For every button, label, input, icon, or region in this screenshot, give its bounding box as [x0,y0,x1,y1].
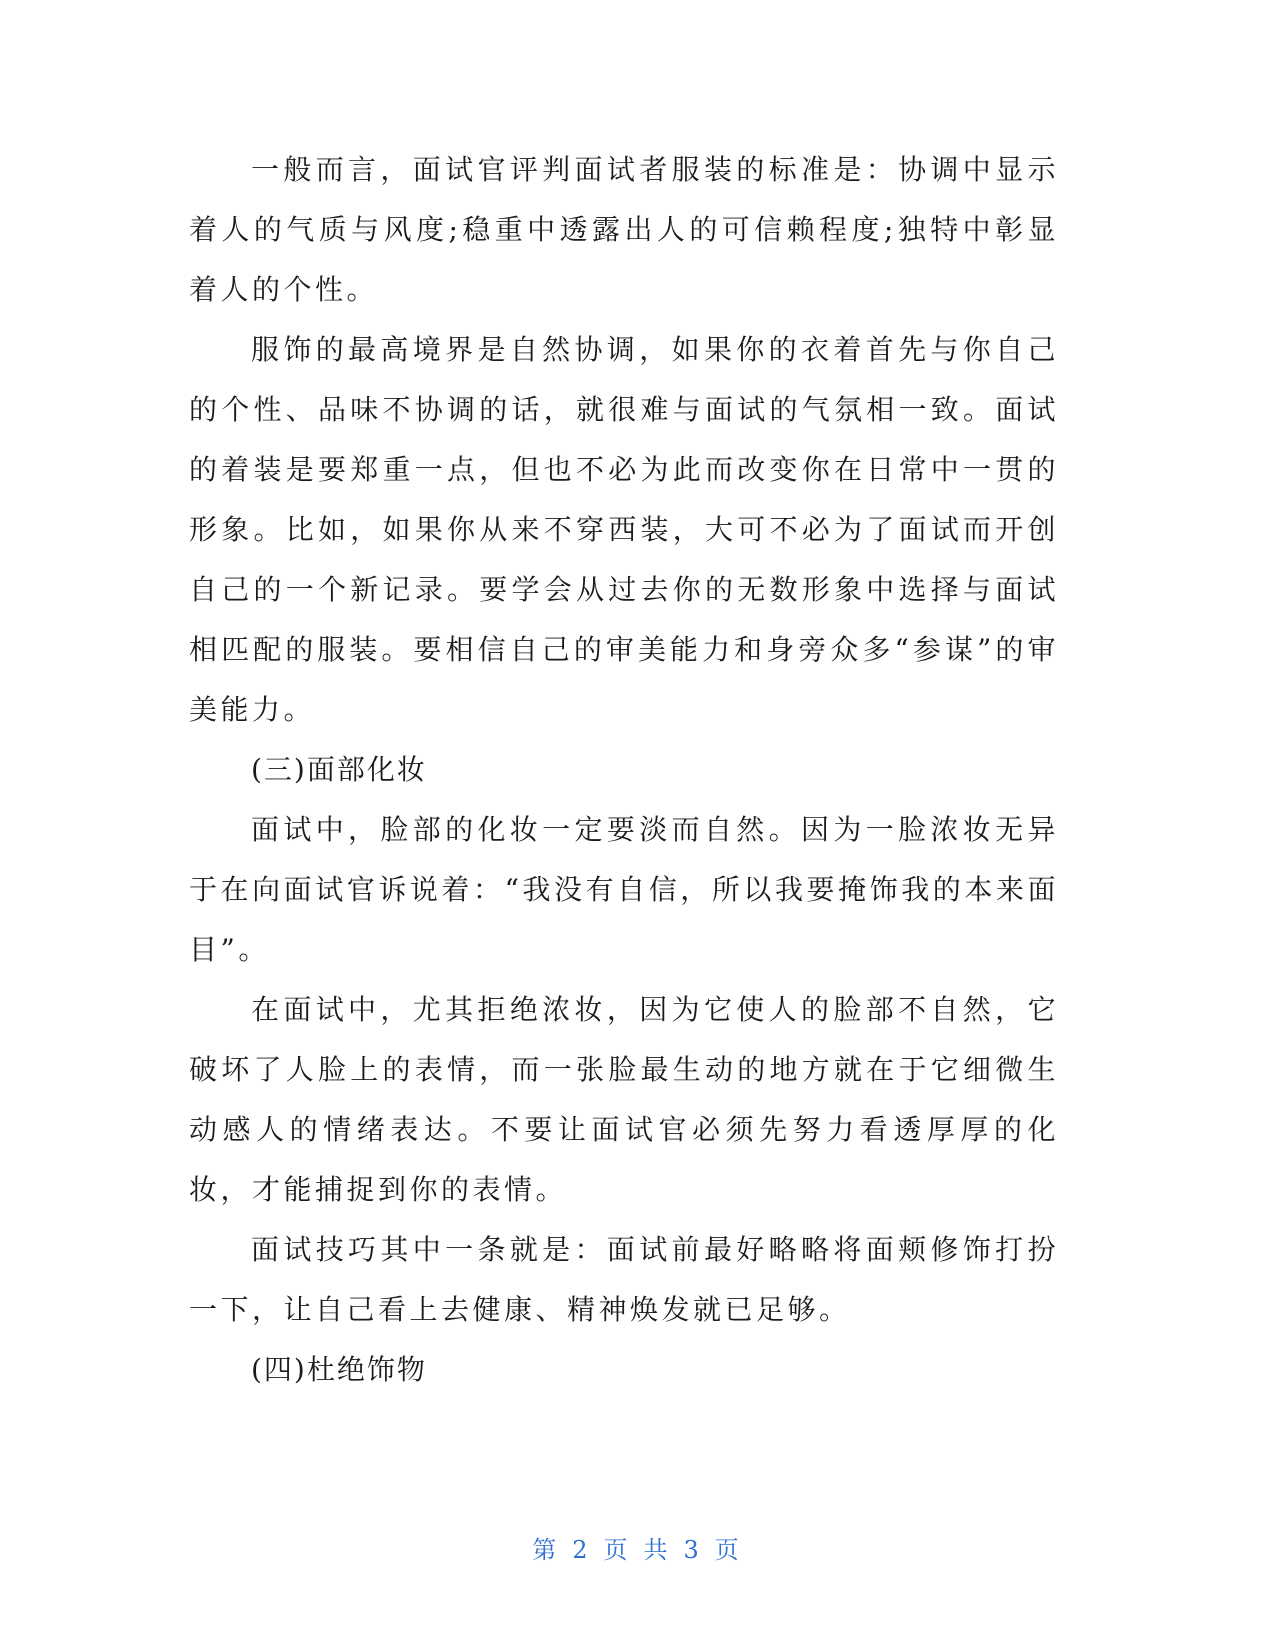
document-body [189,140,1059,1400]
footer-page-label: 第 [532,1536,561,1564]
paragraph-interview-tip: 面试技巧其中一条就是：面试前最好略略将面颊修饰打扮一下，让自己看上去健康、精神焕发就已足够。 [189,1233,1059,1326]
paragraph-dress-harmony: 服饰的最高境界是自然协调，如果你的衣着首先与你自己的个性、品味不协调的话，就很难与面试的气氛相一致。面试的着装是要郑重一点，但也不必为此而改变你在日常中一贯的形象。比如，如果你从来不穿西装，大可不必为了面试而开创自己的一个新记录。要学会从过去你的无数形象中选择与面试相匹配的服装。要相信自己的审美能力和身旁众多“参谋”的审美能力。 [189,333,1059,726]
footer-page-unit: 页 [603,1536,632,1564]
footer-total-pages: 3 [683,1536,703,1564]
page-footer [0,1530,1275,1565]
footer-total-label: 共 [643,1536,672,1564]
footer-total-unit: 页 [714,1536,743,1564]
paragraph-light-makeup: 面试中，脸部的化妆一定要淡而自然。因为一脸浓妆无异于在向面试官诉说着：“我没有自信，所以我要掩饰我的本来面目”。 [189,813,1059,966]
section-heading-makeup: (三)面部化妆 [251,753,427,786]
paragraph-no-heavy-makeup: 在面试中，尤其拒绝浓妆，因为它使人的脸部不自然，它破坏了人脸上的表情，而一张脸最生动的地方就在于它细微生动感人的情绪表达。不要让面试官必须先努力看透厚厚的化妆，才能捕捉到你的表情。 [189,993,1059,1206]
section-heading-accessories: (四)杜绝饰物 [251,1353,427,1386]
paragraph-dress-standard: 一般而言，面试官评判面试者服装的标准是：协调中显示着人的气质与风度;稳重中透露出人的可信赖程度;独特中彰显着人的个性。 [189,153,1059,306]
footer-page-number: 2 [572,1536,592,1564]
